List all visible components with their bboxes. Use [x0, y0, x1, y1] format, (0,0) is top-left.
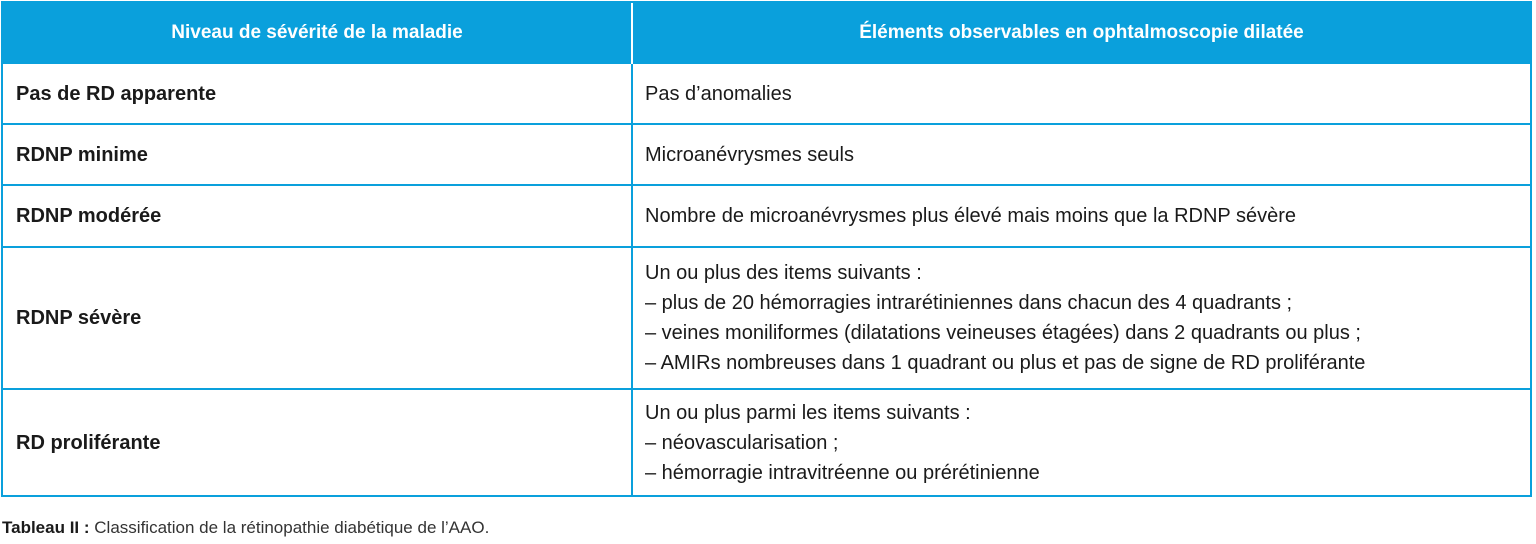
table-row	[3, 63, 1530, 124]
table-row	[3, 247, 1530, 389]
classification-table	[1, 1, 1532, 497]
description-line: – AMIRs nombreuses dans 1 quadrant ou plus et pas de signe de RD proliférante	[645, 352, 1366, 374]
description-line: – néovascularisation ;	[645, 431, 839, 454]
table-row	[3, 389, 1530, 495]
description-line: – veines moniliformes (dilatations veineuses étagées) dans 2 quadrants ou plus ;	[645, 322, 1361, 344]
description-line: – hémorragie intravitréenne ou prérétinienne	[645, 461, 1040, 484]
caption-text: Classification de la rétinopathie diabétique de l’AAO.	[94, 518, 490, 537]
description-cell	[632, 185, 1530, 247]
description-cell	[632, 389, 1530, 495]
severity-level-cell: RD proliférante	[3, 389, 632, 495]
caption-label: Tableau II :	[2, 518, 90, 537]
description-line: Nombre de microanévrysmes plus élevé mais moins que la RDNP sévère	[645, 205, 1296, 227]
description-line: – plus de 20 hémorragies intrarétiniennes dans chacun des 4 quadrants ;	[645, 292, 1293, 314]
table-caption	[2, 518, 489, 538]
severity-level-cell: RDNP sévère	[3, 247, 632, 389]
description-line: Un ou plus parmi les items suivants :	[645, 401, 971, 424]
description-line: Microanévrysmes seuls	[645, 143, 854, 166]
table-row	[3, 124, 1530, 185]
header-observable-elements: Éléments observables en ophtalmoscopie dilatée	[632, 3, 1530, 63]
severity-level-cell: RDNP minime	[3, 124, 632, 185]
description-cell	[632, 124, 1530, 185]
severity-table	[3, 3, 1530, 495]
description-line: Pas d’anomalies	[645, 82, 792, 105]
table-header-row	[3, 3, 1530, 63]
table-row	[3, 185, 1530, 247]
description-line: Un ou plus des items suivants :	[645, 262, 922, 284]
severity-level-cell: RDNP modérée	[3, 185, 632, 247]
description-cell	[632, 247, 1530, 389]
description-cell	[632, 63, 1530, 124]
header-severity-level: Niveau de sévérité de la maladie	[3, 3, 632, 63]
severity-level-cell: Pas de RD apparente	[3, 63, 632, 124]
